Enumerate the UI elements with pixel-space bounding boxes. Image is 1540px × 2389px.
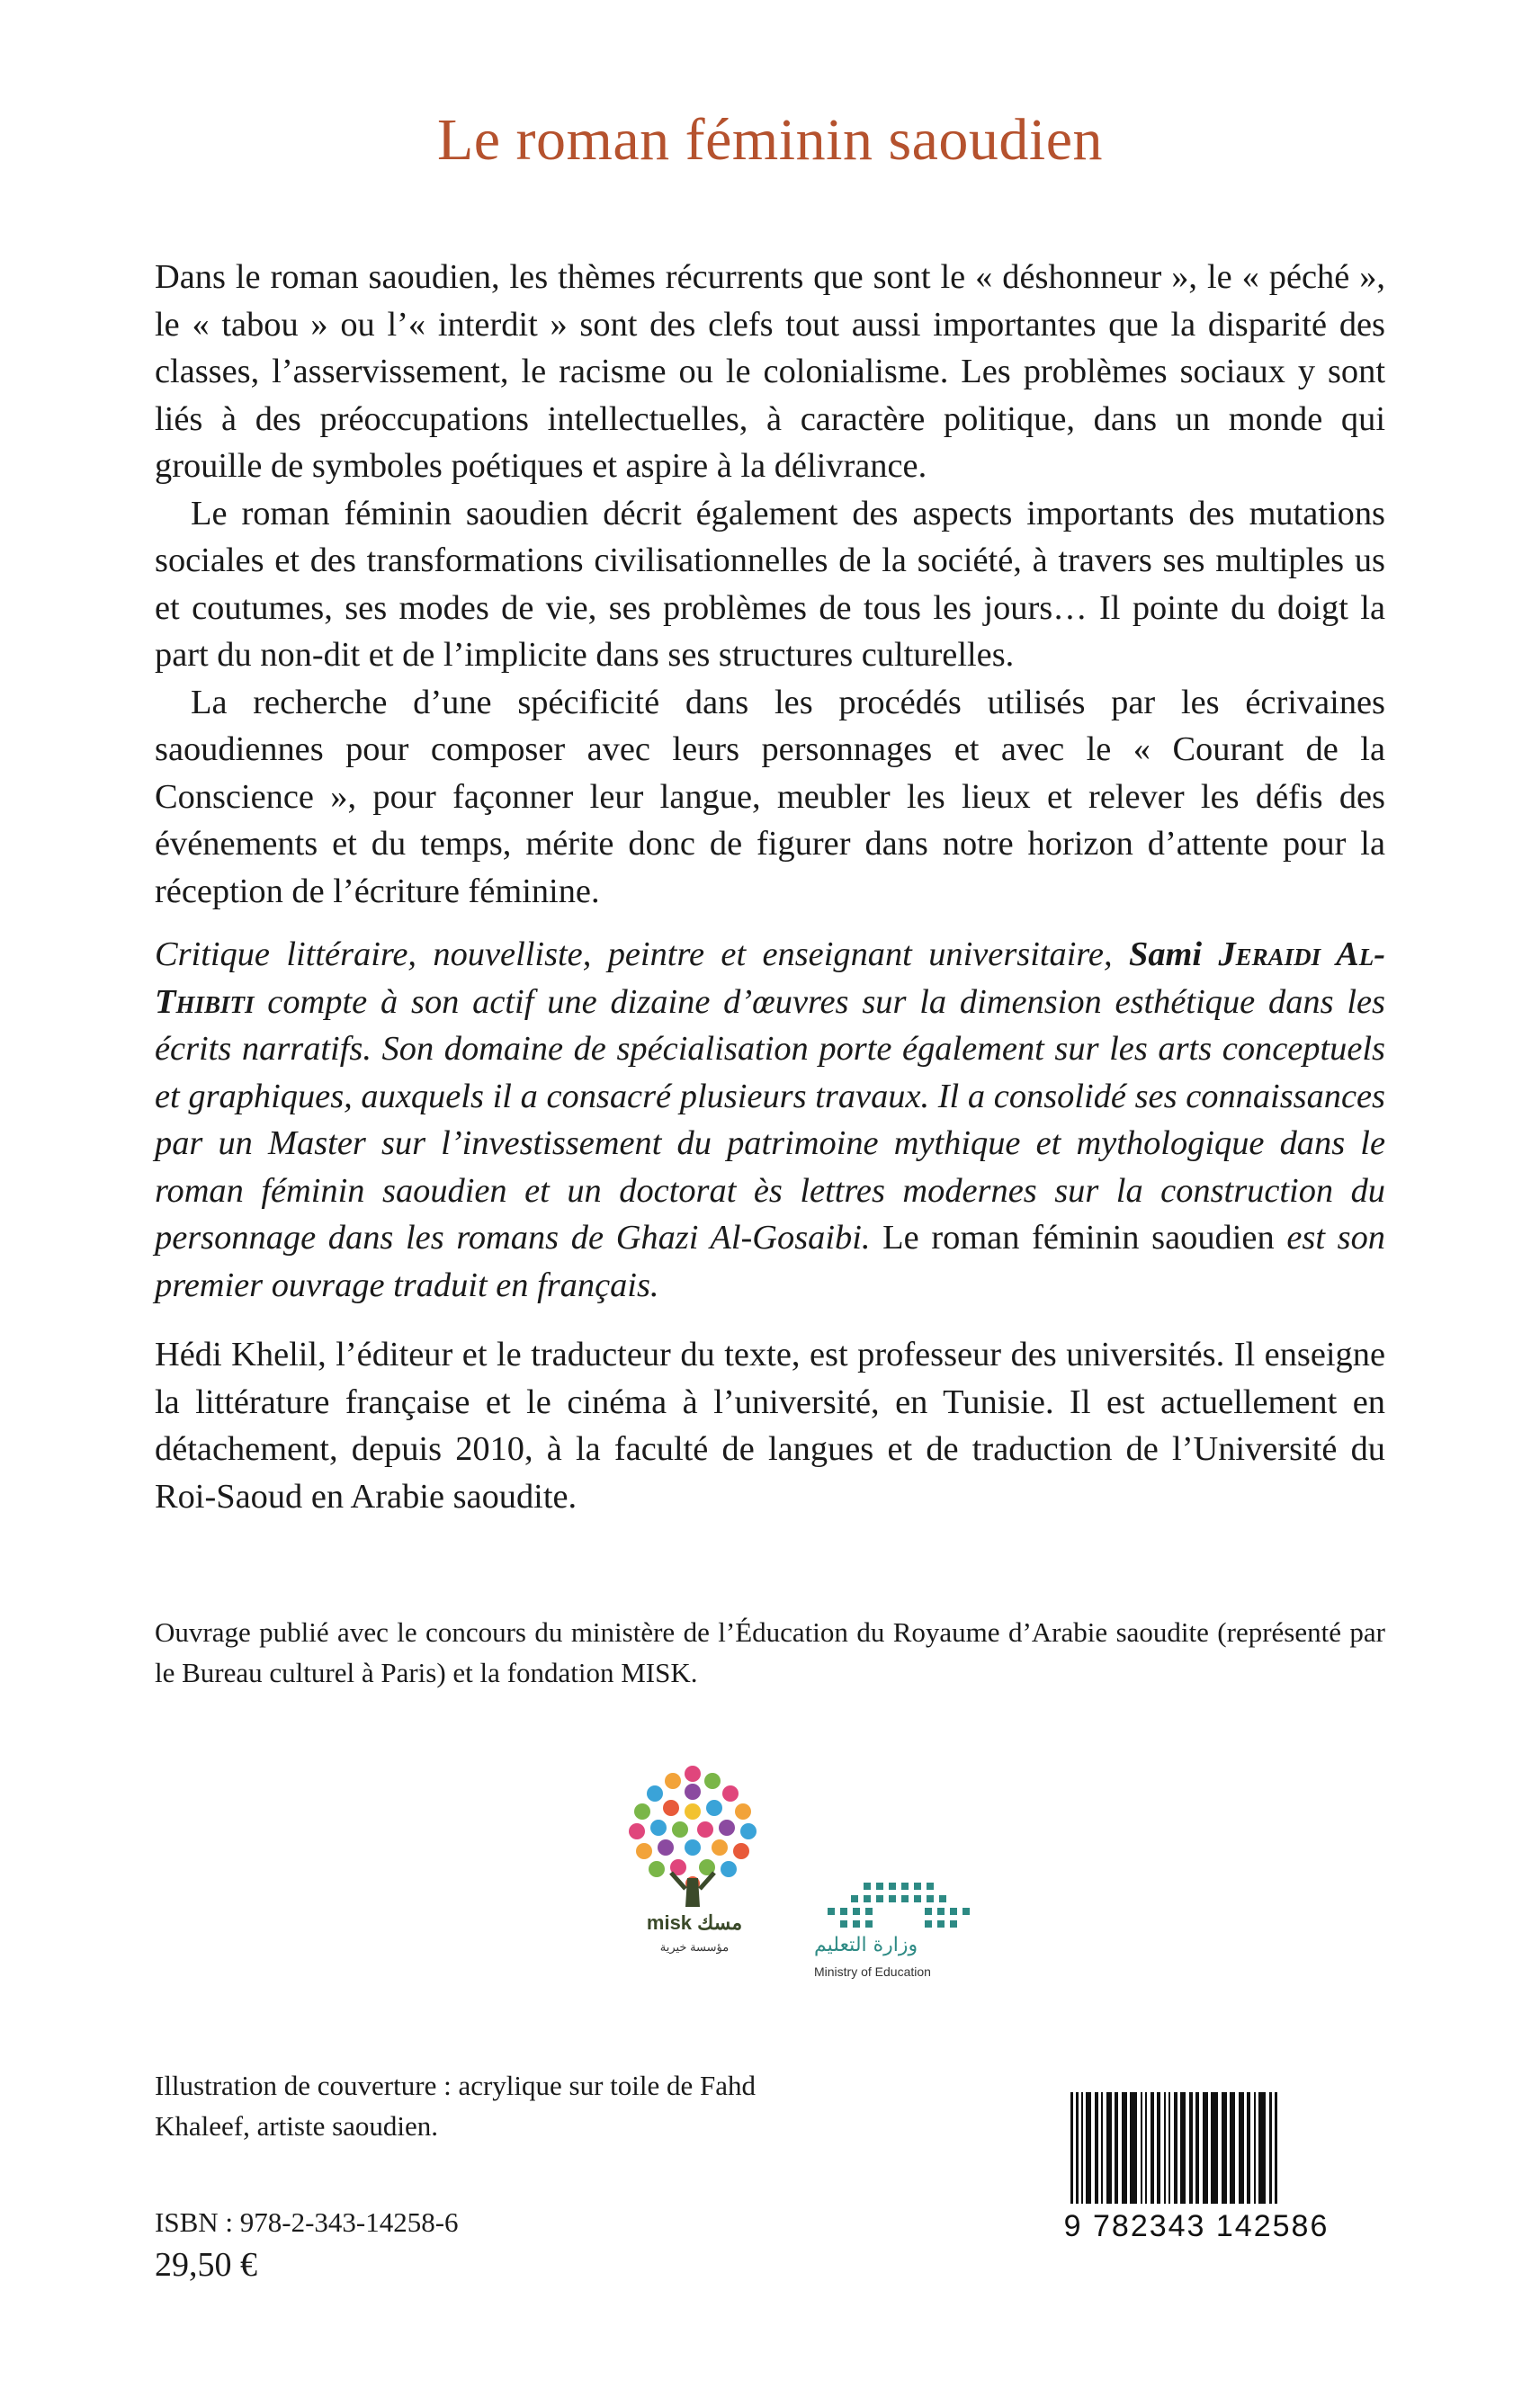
bio-ending: est son premier ouvrage traduit en français. (155, 1219, 1385, 1304)
misk-wordmark: misk مسك (646, 1911, 743, 1934)
price: 29,50 € (155, 2246, 257, 2284)
isbn: ISBN : 978-2-343-14258-6 (155, 2206, 459, 2238)
ministry-arabic-name: وزارة التعليم (814, 1934, 918, 1956)
cover-illustration-credit: Illustration de couverture : acrylique sur toile de Fahd Khaleef, artiste saoudien. (155, 2070, 757, 2142)
author-bio (155, 931, 1385, 1309)
summary-text (155, 254, 1385, 915)
barcode-digits: 9 782343 142586 (1063, 2209, 1330, 2243)
translator-bio: Hédi Khelil, l’éditeur et le traducteur du texte, est professeur des universités. Il enseigne la littérature française et le cinéma à l’université, en Tunisie. Il est actuellement en détachement, depuis 2010, à la faculté de langues et de traduction de l’Université du Roi-Saoud en Arabie saoudite. (155, 1336, 1385, 1516)
support-notice: Ouvrage publié avec le concours du ministère de l’Éducation du Royaume d’Arabie saoudite (représenté par le Bureau culturel à Paris) et la fondation MISK. (155, 1616, 1385, 1688)
barcode (1069, 2092, 1340, 2204)
summary-paragraph-2: Le roman féminin saoudien décrit également des aspects importants des mutations sociales et des transformations civilisationnelles de la société, à travers ses multiples us et coutumes, ses modes de vie, ses problèmes de tous les jours… Il pointe du doigt la part du non-dit et de l’implicite dans ses structures culturelles. (155, 494, 1385, 674)
ministry-english-name: Ministry of Education (814, 1964, 931, 1979)
misk-subtitle: مؤسسة خيرية (659, 1940, 730, 1954)
author-name: Sami Jeraidi Al-Thibiti (155, 935, 1386, 1021)
summary-paragraph-1: Dans le roman saoudien, les thèmes récurrents que sont le « déshonneur », le « péché », le « tabou » ou l’« interdit » sont des clefs tout aussi importantes que la disparité des classes, l’asservissement, le racisme ou le colonialisme. Les problèmes sociaux y sont liés à des préoccupations intellectuelles, à caractère politique, dans un monde qui grouille de symboles poétiques et aspire à la délivrance. (155, 258, 1385, 485)
bio-intro: Critique littéraire, nouvelliste, peintre et enseignant universitaire, (155, 935, 1129, 973)
bio-body: compte à son actif une dizaine d’œuvres sur la dimension esthétique dans les écrits narratifs. Son domaine de spécialisation porte également sur les arts conceptuels et graphiques, auxquels il a consacré plusieurs travaux. Il a consolidé ses connaissances par un Master sur l’investissement du patrimoine mythique et mythologique dans le roman féminin saoudien et un doctorat ès lettres modernes sur la construction du personnage dans les romans de Ghazi Al-Gosaibi. (155, 982, 1385, 1257)
summary-paragraph-3: La recherche d’une spécificité dans les procédés utilisés par les écrivaines saoudiennes pour composer avec leurs personnages et avec le « Courant de la Conscience », pour façonner leur langue, meubler les lieux et relever les défis des événements et du temps, mérite donc de figurer dans notre horizon d’attente pour la réception de l’écriture féminine. (155, 683, 1385, 910)
bio-book-title: Le roman féminin saoudien (882, 1219, 1275, 1257)
book-title: Le roman féminin saoudien (436, 107, 1104, 173)
